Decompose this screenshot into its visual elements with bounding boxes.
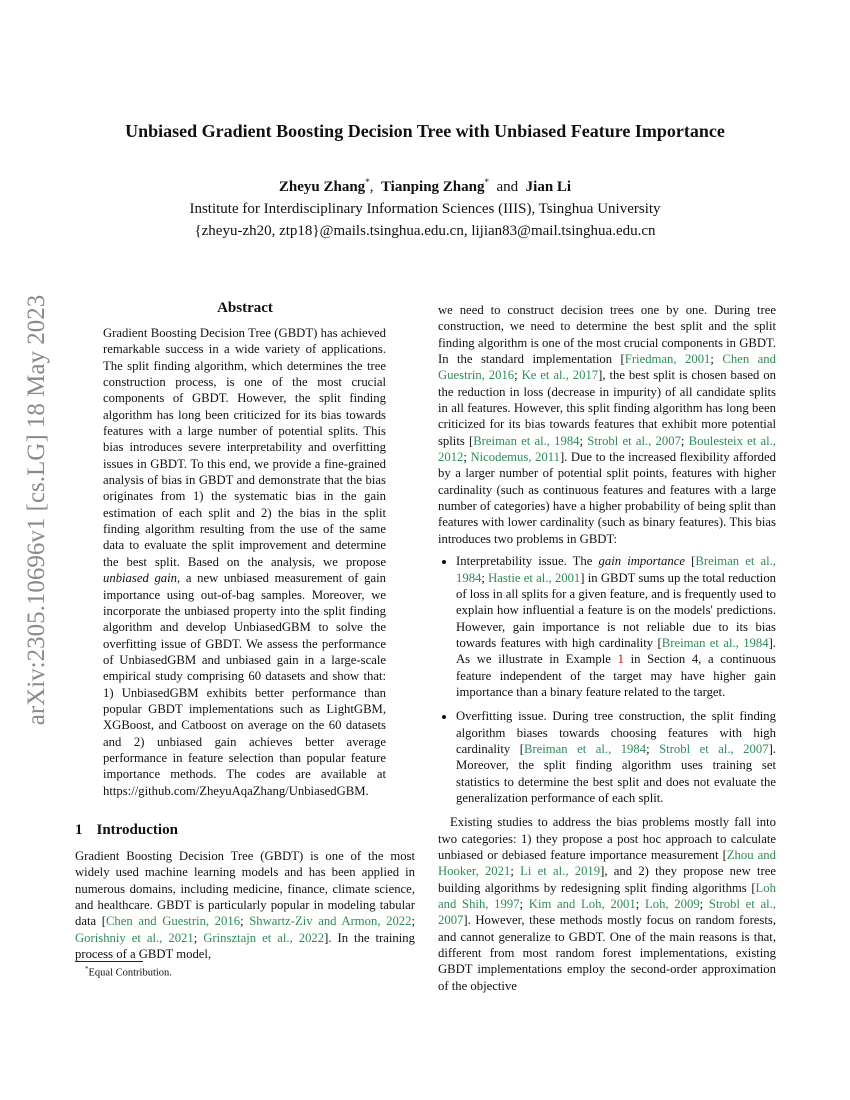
citation[interactable]: Hastie et al., 2001	[488, 570, 581, 585]
citation[interactable]: Grinsztajn et al., 2022	[203, 930, 325, 945]
affiliation: Institute for Interdisciplinary Information Sciences (IIIS), Tsinghua University	[189, 201, 661, 217]
citation[interactable]: Loh, 2009	[644, 897, 700, 912]
abstract-text: Gradient Boosting Decision Tree (GBDT) has achieved remarkable success in a wide variety of applications. The split finding algorithm, which determines the tree construction process, is one of the most crucial components of GBDT. However, the split finding algorithm has long been criticized for its bias towards features with a large number of potential splits. This bias introduces severe interpretability and overfitting issues in GBDT. To this end, we provide a fine-grained analysis of bias in GBDT and demonstrate that the bias originates from 1) the systematic bias in the gain estimation of each split and 2) the bias in the split finding algorithm resulting from the use of the same data to evaluate the split improvement and determine the best split. Based on the analysis, we propose unbiased gain, a new unbiased measurement of gain importance using out-of-bag samples. Moreover, we incorporate the unbiased property into the split finding algorithm and develop UnbiasedGBM to solve the overfitting issue of GBDT. We assess the performance of UnbiasedGBM and unbiased gain in a large-scale empirical study comprising 60 datasets and show that: 1) UnbiasedGBM exhibits better performance than popular GBDT implementations such as LightGBM, XGBoost, and Catboost on average on the 60 datasets and 2) unbiased gain achieves better average performance in feature selection than popular feature importance methods. The codes are available at https://github.com/ZheyuAqaZhang/UnbiasedGBM.	[103, 326, 387, 798]
citation[interactable]: Breiman et al., 1984	[661, 635, 769, 650]
list-item: • Interpretability issue. The gain importance [Breiman et al., 1984; Hastie et al., 2001] in GBDT sums up the total reduction of loss in all splits for a given feature, and is frequently used to explain how influential a feature is on the models' predictions. However, gain importance is not reliable due to its bias towards features with high cardinality [Breiman et al., 1984]. As we illustrate in Example 1 in Section 4, a continuous feature independent of the target may have higher gain importance than a binary feature related to the target.	[456, 553, 776, 700]
author-2: Tianping Zhang	[380, 179, 485, 195]
author-list: Zheyu Zhang*, Tianping Zhang* and Jian Li	[278, 177, 572, 195]
citation[interactable]: Zhou and Hooker, 2021	[438, 848, 776, 879]
example-reference[interactable]: 1	[617, 652, 624, 667]
right-column-text: we need to construct decision trees one by one. During tree construction, we need to determine the best split and the split finding algorithm is one of the most crucial components in GBDT. In the standard implementation [Friedman, 2001; Chen and Guestrin, 2016; Ke et al., 2017], the best split is chosen based on the reduction in loss (decrease in impurity) of all candidate splits in all features. However, this split finding algorithm has long been criticized for its bias towards features that exhibit more potential splits [Breiman et al., 1984; Strobl et al., 2007; Boulesteix et al., 2012; Nicodemus, 2011]. Due to the increased flexibility afforded by a larger number of potential split points, features with higher cardinality (such as continuous features and features with a large number of categories) have a higher probability of being split than features with lower cardinality (such as binary features). This bias introduces two problems in GBDT: • Interpretability issue. The gain importance [Breiman et al., 1984; Hastie et al., 2001] in GBDT sums up the total reduction of loss in all splits for a given feature, and is frequently used to explain how influential a feature is on the models' predictions. However, gain importance is not reliable due to its bias towards features with high cardinality [Breiman et al., 1984]. As we illustrate in Example 1 in Section 4, a continuous feature independent of the target may have higher gain importance than a binary feature related to the target. • Overfitting issue. During tree construction, the split finding algorithm biases towards choosing features with high cardinality [Breiman et al., 1984; Strobl et al., 2007]. Moreover, the split finding algorithm uses training set statistics to determine the best split and does not evaluate the generalization performance of each split. Existing studies to address the bias problems mostly fall into two categories: 1) they propose a post hoc approach to calculate unbiased or debiased feature importance measurement [Zhou and Hooker, 2021; Li et al., 2019], and 2) they propose new tree building algorithms by redesigning split finding algorithms [Loh and Shih, 1997; Kim and Loh, 2001; Loh, 2009; Strobl et al., 2007]. However, these methods mostly focus on random forests, and cannot generalize to GBDT. One of the main reasons is that, different from most random forest implementations, existing GBDT implementations employ the second-order approximation of the objective	[438, 302, 776, 994]
citation[interactable]: Chen and Guestrin, 2016	[438, 352, 776, 383]
footnote: *Equal Contribution.	[85, 965, 172, 979]
citation[interactable]: Friedman, 2001	[624, 352, 711, 367]
citation[interactable]: Kim and Loh, 2001	[528, 897, 636, 912]
emails: {zheyu-zh20, ztp18}@mails.tsinghua.edu.cn, lijian83@mail.tsinghua.edu.cn	[194, 223, 656, 239]
list-item: • Overfitting issue. During tree construction, the split finding algorithm biases towards choosing features with high cardinality [Breiman et al., 1984; Strobl et al., 2007]. Moreover, the split finding algorithm uses training set statistics to determine the best split and does not evaluate the generalization performance of each split.	[456, 708, 776, 806]
citation[interactable]: Strobl et al., 2007	[587, 433, 681, 448]
citation[interactable]: Nicodemus, 2011	[470, 450, 560, 465]
citation[interactable]: Gorishniy et al., 2021	[75, 930, 194, 945]
citation[interactable]: Shwartz-Ziv and Armon, 2022	[249, 914, 412, 929]
citation[interactable]: Ke et al., 2017	[521, 368, 599, 383]
citation[interactable]: Chen and Guestrin, 2016	[105, 914, 241, 929]
citation[interactable]: Li et al., 2019	[520, 864, 601, 879]
citation[interactable]: Strobl et al., 2007	[659, 741, 769, 756]
citation[interactable]: Boulesteix et al., 2012	[438, 433, 776, 465]
author-3: Jian Li	[525, 179, 572, 195]
abstract-heading: Abstract	[217, 300, 273, 316]
citation[interactable]: Breiman et al., 1984	[456, 554, 776, 585]
affiliation-block	[0, 198, 850, 242]
citation[interactable]: Breiman et al., 1984	[473, 433, 580, 448]
bias-problems-list	[438, 553, 776, 806]
arxiv-identifier: arXiv:2305.10696v1 [cs.LG] 18 May 2023	[23, 294, 50, 726]
citation[interactable]: Loh and Shih, 1997	[438, 880, 776, 912]
footnote-rule	[75, 961, 143, 962]
introduction-text: Gradient Boosting Decision Tree (GBDT) is one of the most widely used machine learning models and has been applied in numerous domains, including medicine, finance, climate science, and healthcare. GBDT is particularly popular in modeling tabular data [Chen and Guestrin, 2016; Shwartz-Ziv and Armon, 2022; Gorishniy et al., 2021; Grinsztajn et al., 2022]. In the training process of a GBDT model,	[75, 849, 416, 962]
citation[interactable]: Breiman et al., 1984	[523, 741, 647, 756]
author-1: Zheyu Zhang	[278, 179, 366, 195]
paper-title: Unbiased Gradient Boosting Decision Tree with Unbiased Feature Importance	[125, 121, 725, 141]
section-heading-introduction: 1 Introduction	[75, 822, 178, 838]
citation[interactable]: Strobl et al., 2007	[438, 897, 776, 928]
